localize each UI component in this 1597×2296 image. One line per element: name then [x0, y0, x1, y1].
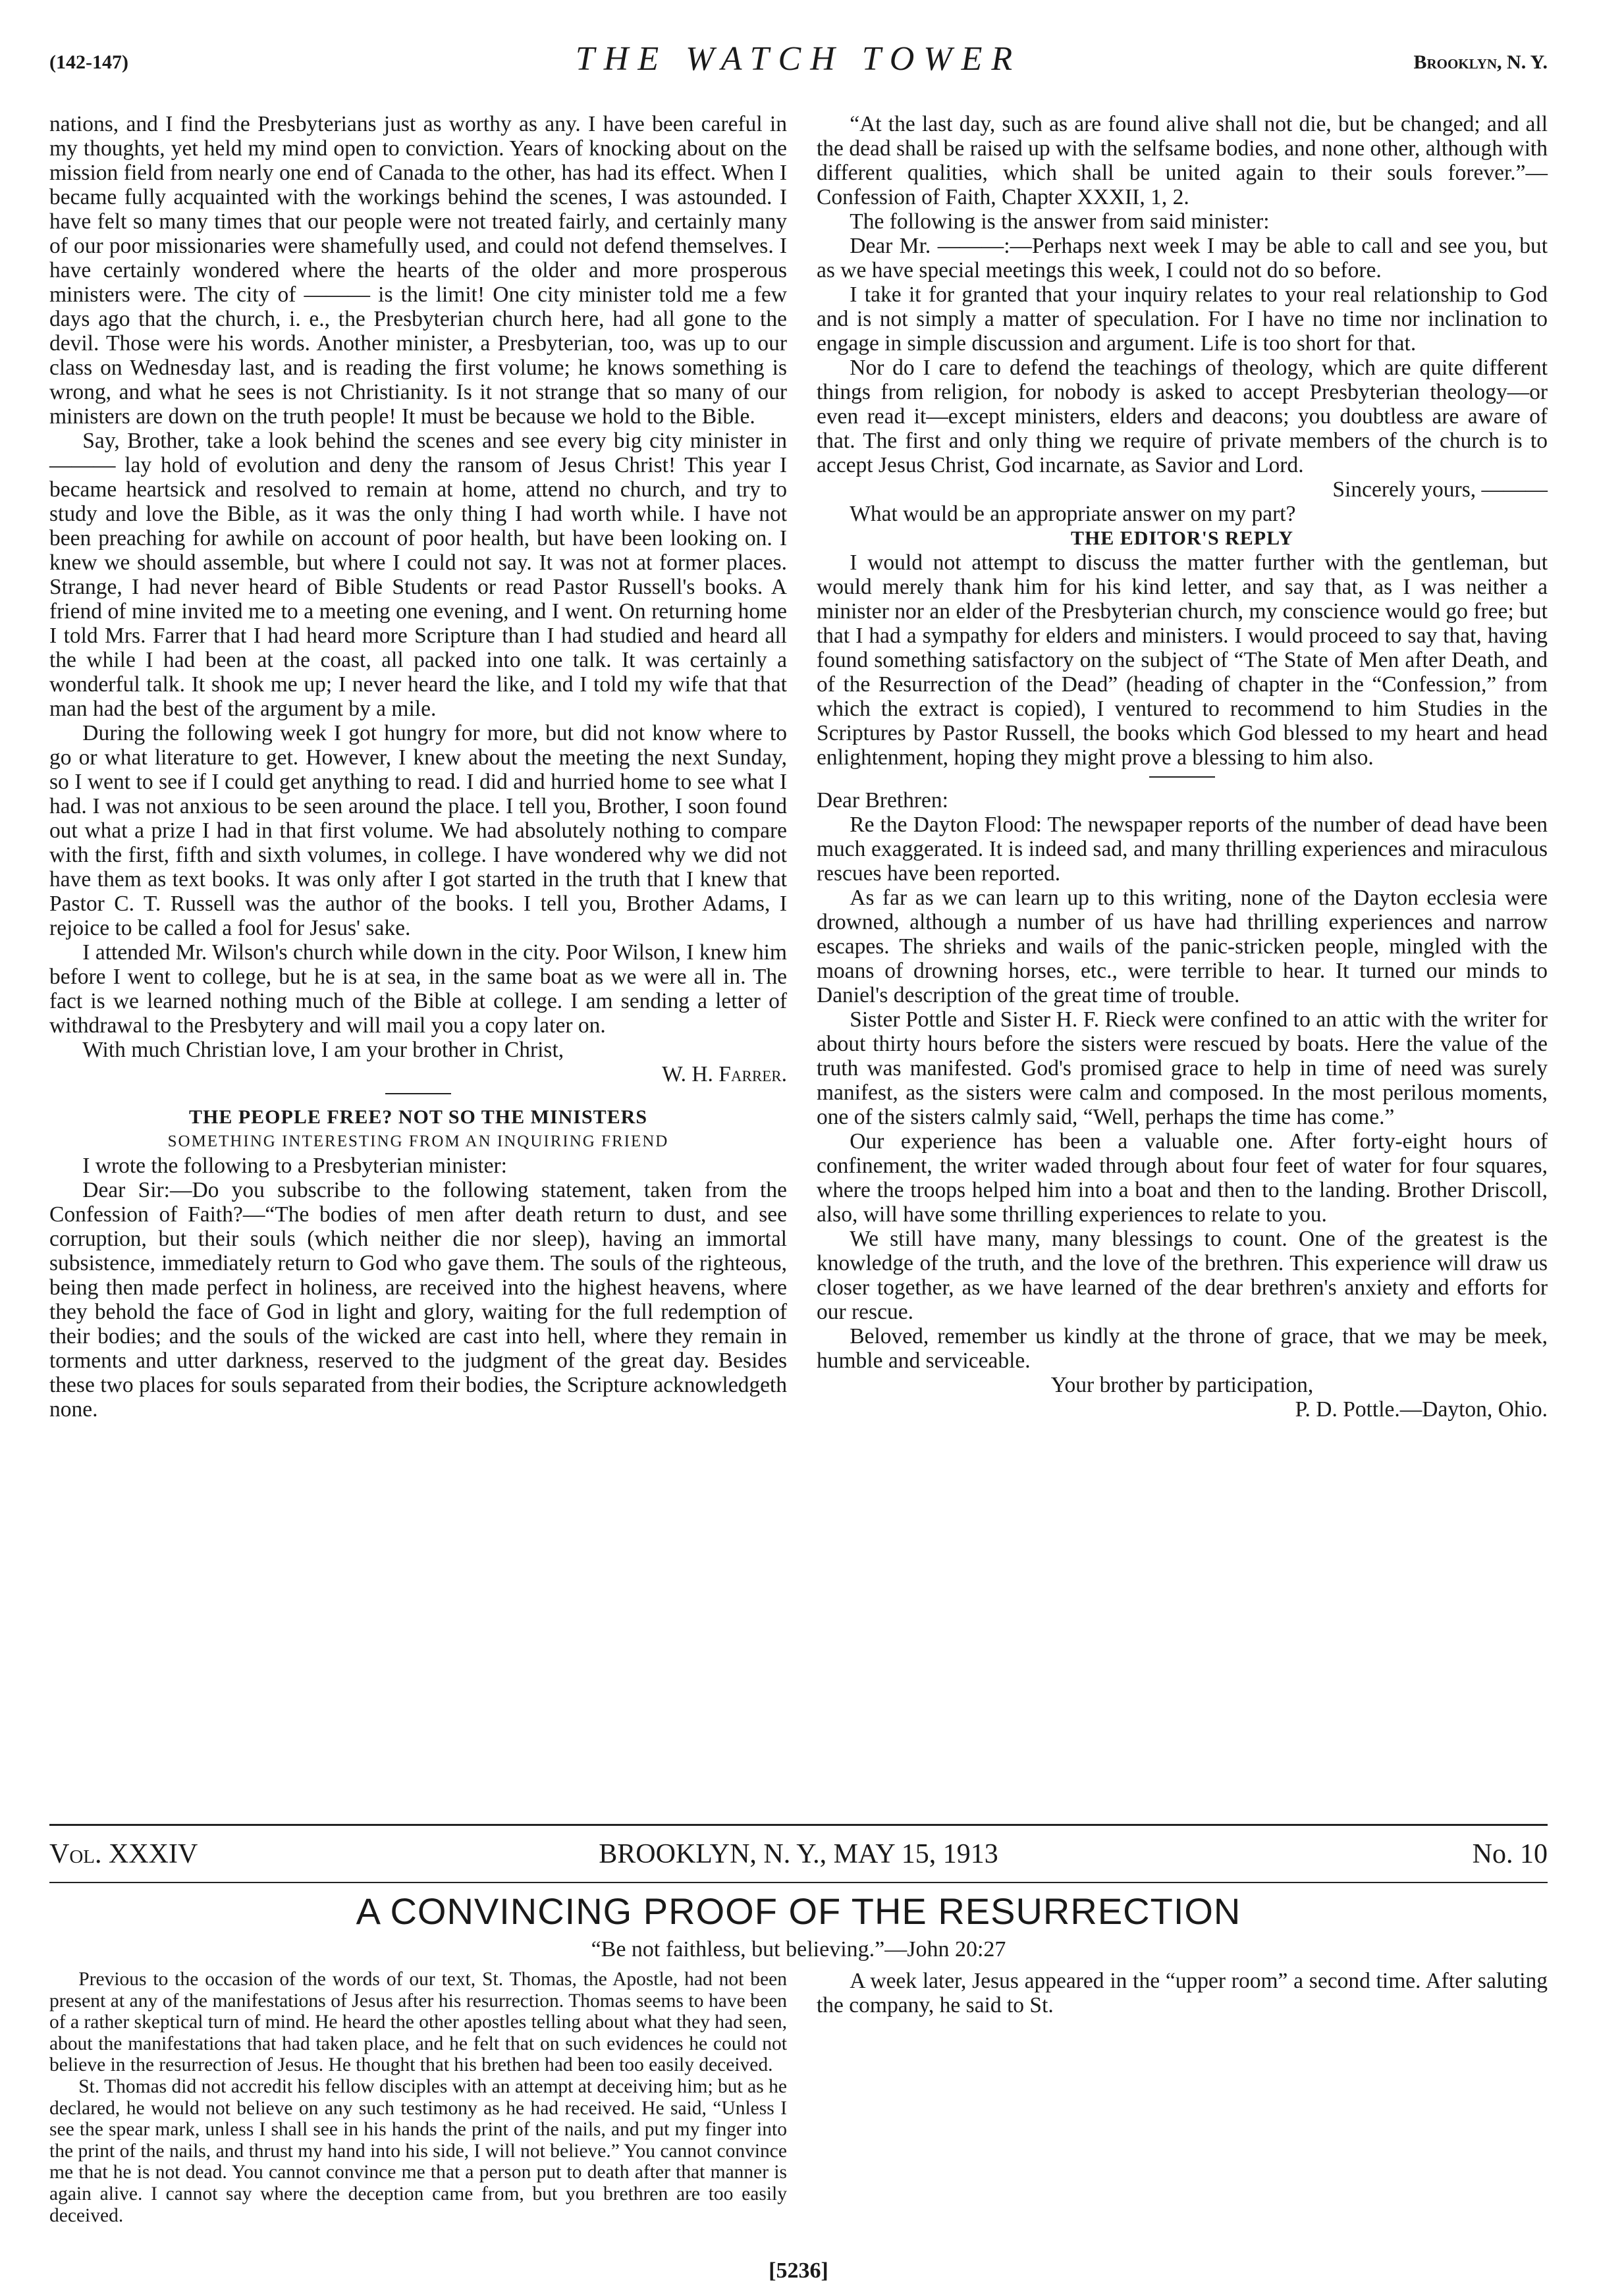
bottom-left-column	[49, 1969, 787, 2226]
top-right-column	[817, 112, 1548, 1422]
place-label: Brooklyn, N. Y.	[1413, 51, 1548, 73]
top-left-column	[49, 112, 787, 1422]
issue-number: No. 10	[1472, 1839, 1548, 1869]
running-head	[49, 40, 1548, 86]
article-paragraph: A week later, Jesus appeared in the “upper room” a second time. After saluting the company, he said to St.	[817, 1969, 1548, 2017]
publication-title: THE WATCH TOWER	[575, 40, 1022, 78]
article-paragraph: Previous to the occasion of the words of our text, St. Thomas, the Apostle, had not been present at any of the manifestations of Jesus after his resurrection. Thomas seems to have been of a rather skeptical turn of mind. He heard the other apostles telling about what they had seen, about the manifestations that had taken place, and he felt that on such evidences he could not believe in the resurrection of Jesus. He thought that his brethen had been too easily deceived.	[49, 1969, 787, 2076]
page-number: [5236]	[769, 2258, 828, 2283]
article-paragraph: St. Thomas did not accredit his fellow disciples with an attempt at deceiving him; but as he declared, he would not believe on any such testimony as he had received. He said, “Unless I see the spear mark, unless I shall see in his hands the print of the nails, and put my finger into the print of the nails, and thrust my hand into his side, I will not believe.” You cannot convince me that he is not dead. You cannot convince me that a person put to death after that manner is again alive. I cannot say where the deception came from, but you brethren are too easily deceived.	[49, 2075, 787, 2226]
section-subheading: SOMETHING INTERESTING FROM AN INQUIRING FRIEND	[167, 1133, 669, 1150]
letter-paragraph: Beloved, remember us kindly at the throne of grace, that we may be meek, humble and serviceable.	[817, 1324, 1548, 1373]
section-heading: THE PEOPLE FREE? NOT SO THE MINISTERS	[188, 1106, 648, 1128]
section-divider	[1149, 776, 1215, 778]
article-paragraph: What would be an appropriate answer on my part?	[850, 502, 1296, 526]
masthead-top-rule	[49, 1824, 1548, 1826]
letter-salutation: Dear Brethren:	[817, 788, 948, 813]
letter-paragraph: Our experience has been a valuable one. After forty-eight hours of confinement, the writer waded through about four feet of water for four squares, where the troops helped him into a boat and then to the landing. Brother Driscoll, also, will have some thrilling experiences to relate to you.	[817, 1129, 1548, 1227]
letter-paragraph: We still have many, many blessings to count. One of the greatest is the knowledge of the truth, and the love of the brethren. This experience will draw us closer together, as we have learned of the dear brethren's anxiety and efforts for our rescue.	[817, 1227, 1548, 1324]
page-range: (142-147)	[49, 51, 128, 73]
volume-number: Vol. XXXIV	[49, 1839, 198, 1869]
letter-paragraph: During the following week I got hungry for more, but did not know where to go or what literature to get. However, I knew about the meeting the next Sunday, so I went to see if I could get anything to read. I did and hurried home to see what I had. I was not anxious to be seen around the place. I tell you, Brother, I soon found out what a prize I had in that first volume. We had absolutely nothing to compare with the first, fifth and sixth volumes, in college. I have wondered why we did not have them as text books. It was only after I got started in the truth that I knew that Pastor C. T. Russell was the author of the books. I tell you, Brother Adams, I rejoice to be called a fool for Jesus' sake.	[49, 721, 787, 940]
article-paragraph: Dear Sir:—Do you subscribe to the following statement, taken from the Confession of Faith?—“The bodies of men after death return to dust, and see corruption, but their souls (which neither die nor sleep), having an immortal subsistence, immediately return to God who gave them. The souls of the righteous, being then made perfect in holiness, are received into the highest heavens, where they behold the face of God in light and glory, waiting for the full redemption of their bodies; and the souls of the wicked are cast into hell, where they remain in torments and utter darkness, reserved to the judgment of the great day. Besides these two places for souls separated from their bodies, the Scripture acknowledgeth none.	[49, 1178, 787, 1422]
letter-paragraph: As far as we can learn up to this writing, none of the Dayton ecclesia were drowned, although a number of us have had thrilling experiences and narrow escapes. The shrieks and wails of the panic-stricken people, mingled with the moans of drowning horses, etc., were terrible to hear. It turned our minds to Daniel's description of the great time of trouble.	[817, 886, 1548, 1007]
article-paragraph: Nor do I care to defend the teachings of theology, which are quite different things from religion, for nobody is asked to accept Presbyterian theology—or even read it—except ministers, elders and deacons; you doubtless are aware of that. The first and only thing we require of private members of the church is to accept Jesus Christ, God incarnate, as Savior and Lord.	[817, 356, 1548, 477]
issue-dateline: BROOKLYN, N. Y., MAY 15, 1913	[599, 1839, 998, 1869]
letter-closing: Your brother by participation,	[1050, 1373, 1314, 1397]
masthead-bottom-rule	[49, 1882, 1548, 1883]
article-paragraph: I take it for granted that your inquiry relates to your real relationship to God and is not simply a matter of speculation. For I have no time nor inclination to engage in simple discussion and argument. Life is too short for that.	[817, 282, 1548, 356]
article-paragraph: “At the last day, such as are found alive shall not die, but be changed; and all the dead shall be raised up with the selfsame bodies, and none other, although with different qualities, which shall be united again to their souls forever.”—Confession of Faith, Chapter XXXII, 1, 2.	[817, 112, 1548, 209]
article-paragraph: I wrote the following to a Presbyterian minister:	[82, 1154, 507, 1178]
letter-signature: W. H. Farrer.	[662, 1062, 787, 1086]
letter-paragraph: nations, and I find the Presbyterians just as worthy as any. I have been careful in my thoughts, yet held my mind open to conviction. Years of knocking about on the mission field from nearly one end of Canada to the other, has had its effect. When I became fully acquainted with the workings behind the scenes, I was astounded. I have felt so many times that our people were not treated fairly, and certainly many of our poor missionaries were shamefully used, and could not defend themselves. I have certainly wondered where the hearts of the older and more prosperous ministers were. The city of ——— is the limit! One city minister told me a few days ago that the church, i. e., the Presbyterian church here, had all gone to the devil. Those were his words. Another minister, a Presbyterian, too, was up to our class on Wednesday last, and is reading the first volume; he knows something is wrong, and what he sees is not Christianity. Is it not strange that so many of our ministers are down on the truth people! It must be because we hold to the Bible.	[49, 112, 787, 429]
letter-paragraph: Re the Dayton Flood: The newspaper reports of the number of dead have been much exaggerated. It is indeed sad, and many thrilling experiences and miraculous rescues have been reported.	[817, 813, 1548, 886]
letter-signature: P. D. Pottle.—Dayton, Ohio.	[1295, 1397, 1548, 1422]
letter-paragraph: Say, Brother, take a look behind the scenes and see every big city minister in ——— lay hold of evolution and deny the ransom of Jesus Christ! This year I became heartsick and resolved to remain at home, attend no church, and try to study and love the Bible, as it was the only thing I had worth while. I have not been preaching for awhile on account of poor health, but have been looking on. I knew we should assemble, but where I could not say. It was not at former places. Strange, I had never heard of Bible Students or read Pastor Russell's books. A friend of mine invited me to a meeting one evening, and I went. On returning home I told Mrs. Farrer that I had heard more Scripture than I had studied and heard all the while I had been at the coast, all packed into one talk. It was certainly a wonderful talk. It shook me up; I never heard the like, and I told my wife that that man had the best of the argument by a mile.	[49, 429, 787, 721]
letter-paragraph: Sister Pottle and Sister H. F. Rieck were confined to an attic with the writer for about thirty hours before the sisters were rescued by boats. Here the value of the truth was manifested. God's promised grace to help in time of need was surely manifest, as the sisters were calm and composed. In the most perilous moments, one of the sisters calmly said, “Well, perhaps the time has come.”	[817, 1007, 1548, 1129]
article-paragraph: The following is the answer from said minister:	[850, 209, 1270, 234]
letter-paragraph: I attended Mr. Wilson's church while down in the city. Poor Wilson, I knew him before I went to college, but he is at sea, in the same boat as we were all in. The fact is we learned nothing much of the Bible at college. I am sending a letter of withdrawal to the Presbytery and will mail you a copy later on.	[49, 940, 787, 1038]
bottom-right-column	[817, 1969, 1548, 2017]
editor-reply: I would not attempt to discuss the matter further with the gentleman, but would merely thank him for his kind letter, and say that, as I was neither a minister nor an elder of the Presbyterian church, my conscience would go free; but that I had a sympathy for elders and ministers. I would proceed to say that, having found something satisfactory on the subject of “The State of Men after Death, and of the Resurrection of the Dead” (heading of chapter in the “Confession,” from which the extract is copied), I ventured to recommend to him Studies in the Scriptures by Pastor Russell, the books which God blessed to my heart and head enlightenment, hoping they might prove a blessing to him also.	[817, 550, 1548, 770]
article-paragraph: Dear Mr. ———:—Perhaps next week I may be able to call and see you, but as we have special meetings this week, I could not do so before.	[817, 234, 1548, 282]
article-epigraph: “Be not faithless, but believing.”—John 20:27	[591, 1937, 1006, 1962]
editor-reply-heading: THE EDITOR'S REPLY	[1070, 527, 1294, 549]
letter-closing: With much Christian love, I am your brother in Christ,	[82, 1038, 564, 1062]
article-title: A CONVINCING PROOF OF THE RESURRECTION	[356, 1890, 1241, 1932]
minister-signature: Sincerely yours, ———	[1332, 477, 1548, 502]
section-divider	[385, 1093, 451, 1094]
